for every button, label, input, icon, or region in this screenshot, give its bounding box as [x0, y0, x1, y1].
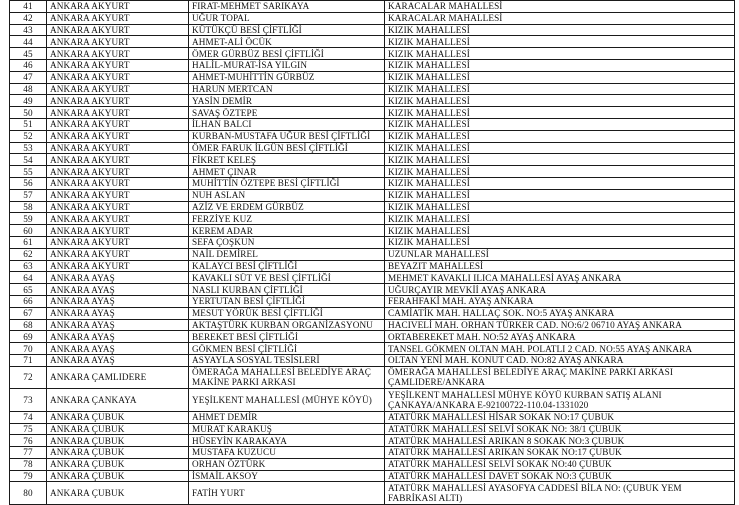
seller-name-cell: KEREM ADAR — [189, 225, 385, 237]
row-number-cell: 59 — [10, 213, 47, 225]
row-number-cell: 43 — [10, 24, 47, 36]
address-cell: KIZIK MAHALLESİ — [385, 83, 735, 95]
seller-name-cell: UĞUR TOPAL — [189, 12, 385, 24]
table-row — [10, 201, 735, 213]
province-district-cell: ANKARA AYAŞ — [47, 272, 189, 284]
province-district-cell: ANKARA AKYURT — [47, 213, 189, 225]
address-cell: ATATÜRK MAHALLESİ AYASOFYA CADDESİ BİLA NO: (ÇUBUK YEM FABRİKASI ALTI) — [385, 482, 735, 505]
table-row — [10, 107, 735, 119]
seller-name-cell: MUSTAFA KUZUCU — [189, 447, 385, 459]
address-cell: KIZIK MAHALLESİ — [385, 225, 735, 237]
province-district-cell: ANKARA ÇUBUK — [47, 423, 189, 435]
seller-name-cell: ÖMER FARUK İLGÜN BESİ ÇİFTLİĞİ — [189, 142, 385, 154]
seller-name-cell: AHMET-ALİ ÖCÜK — [189, 36, 385, 48]
row-number-cell: 66 — [10, 295, 47, 307]
province-district-cell: ANKARA ÇANKAYA — [47, 389, 189, 412]
table-row — [10, 177, 735, 189]
table-row — [10, 166, 735, 178]
province-district-cell: ANKARA AKYURT — [47, 12, 189, 24]
address-cell: KIZIK MAHALLESİ — [385, 236, 735, 248]
address-cell: KIZIK MAHALLESİ — [385, 213, 735, 225]
seller-name-cell: FATİH YURT — [189, 482, 385, 505]
address-cell: KIZIK MAHALLESİ — [385, 166, 735, 178]
row-number-cell: 48 — [10, 83, 47, 95]
row-number-cell: 44 — [10, 36, 47, 48]
seller-name-cell: ORHAN ÖZTÜRK — [189, 458, 385, 470]
address-cell: KIZIK MAHALLESİ — [385, 130, 735, 142]
seller-name-cell: KALAYCI BESİ ÇİFTLİĞİ — [189, 260, 385, 272]
address-cell: ATATÜRK MAHALLESİ DAVET SOKAK NO:3 ÇUBUK — [385, 470, 735, 482]
row-number-cell: 46 — [10, 59, 47, 71]
seller-name-cell: AKTAŞTÜRK KURBAN ORGANİZASYONU — [189, 319, 385, 331]
row-number-cell: 61 — [10, 236, 47, 248]
row-number-cell: 64 — [10, 272, 47, 284]
table-row — [10, 154, 735, 166]
row-number-cell: 75 — [10, 423, 47, 435]
seller-name-cell: MESUT YÖRÜK BESİ ÇİFTLİĞİ — [189, 307, 385, 319]
row-number-cell: 77 — [10, 447, 47, 459]
seller-name-cell: YASİN DEMİR — [189, 95, 385, 107]
row-number-cell: 73 — [10, 389, 47, 412]
seller-name-cell: NUH ASLAN — [189, 189, 385, 201]
row-number-cell: 62 — [10, 248, 47, 260]
table-row — [10, 307, 735, 319]
seller-name-cell: İLHAN BALCI — [189, 118, 385, 130]
seller-name-cell: GÖKMEN BESİ ÇİFTLİĞİ — [189, 343, 385, 355]
row-number-cell: 47 — [10, 71, 47, 83]
table-row — [10, 470, 735, 482]
province-district-cell: ANKARA AKYURT — [47, 59, 189, 71]
address-cell: KIZIK MAHALLESİ — [385, 24, 735, 36]
province-district-cell: ANKARA AKYURT — [47, 260, 189, 272]
province-district-cell: ANKARA AKYURT — [47, 24, 189, 36]
address-cell: UZUNLAR MAHALLESİ — [385, 248, 735, 260]
seller-name-cell: NAİL DEMİREL — [189, 248, 385, 260]
row-number-cell: 67 — [10, 307, 47, 319]
table-row — [10, 319, 735, 331]
table-row — [10, 354, 735, 366]
table-row — [10, 447, 735, 459]
province-district-cell: ANKARA AKYURT — [47, 201, 189, 213]
province-district-cell: ANKARA AYAŞ — [47, 331, 189, 343]
address-cell: ORTABEREKET MAH. NO:52 AYAŞ ANKARA — [385, 331, 735, 343]
address-cell: ATATÜRK MAHALLESİ ARIKAN 8 SOKAK NO:3 ÇUBUK — [385, 435, 735, 447]
table-row — [10, 236, 735, 248]
seller-name-cell: ÖMER GÜRBÜZ BESİ ÇİFTLİĞİ — [189, 48, 385, 60]
address-cell: ÖMERAĞA MAHALLESİ BELEDİYE ARAÇ MAKİNE PARKI ARKASI ÇAMLIDERE/ANKARA — [385, 366, 735, 389]
row-number-cell: 70 — [10, 343, 47, 355]
seller-name-cell: AHMET DEMİR — [189, 411, 385, 423]
table-row — [10, 331, 735, 343]
province-district-cell: ANKARA ÇUBUK — [47, 458, 189, 470]
province-district-cell: ANKARA AKYURT — [47, 48, 189, 60]
address-cell: ATATÜRK MAHALLESİ SELVİ SOKAK NO:40 ÇUBUK — [385, 458, 735, 470]
table-row — [10, 59, 735, 71]
address-cell: MEHMET KAVAKLI ILICA MAHALLESİ AYAŞ ANKARA — [385, 272, 735, 284]
table-row — [10, 142, 735, 154]
province-district-cell: ANKARA AKYURT — [47, 118, 189, 130]
address-cell: ATATÜRK MAHALLESİ SELVİ SOKAK NO: 38/1 ÇUBUK — [385, 423, 735, 435]
province-district-cell: ANKARA AKYURT — [47, 154, 189, 166]
province-district-cell: ANKARA AYAŞ — [47, 295, 189, 307]
province-district-cell: ANKARA AKYURT — [47, 142, 189, 154]
address-cell: KIZIK MAHALLESİ — [385, 95, 735, 107]
table-row — [10, 95, 735, 107]
province-district-cell: ANKARA ÇUBUK — [47, 411, 189, 423]
row-number-cell: 78 — [10, 458, 47, 470]
row-number-cell: 56 — [10, 177, 47, 189]
row-number-cell: 76 — [10, 435, 47, 447]
row-number-cell: 68 — [10, 319, 47, 331]
province-district-cell: ANKARA AKYURT — [47, 1, 189, 13]
table-row — [10, 71, 735, 83]
row-number-cell: 79 — [10, 470, 47, 482]
table-row — [10, 343, 735, 355]
seller-name-cell: NASLI KURBAN ÇİFTLİĞİ — [189, 284, 385, 296]
address-cell: KIZIK MAHALLESİ — [385, 71, 735, 83]
row-number-cell: 74 — [10, 411, 47, 423]
seller-name-cell: ÖMERAĞA MAHALLESİ BELEDİYE ARAÇ MAKİNE PARKI ARKASI — [189, 366, 385, 389]
address-cell: BEYAZIT MAHALLESİ — [385, 260, 735, 272]
table-row — [10, 272, 735, 284]
address-cell: KIZIK MAHALLESİ — [385, 201, 735, 213]
province-district-cell: ANKARA ÇUBUK — [47, 470, 189, 482]
province-district-cell: ANKARA AKYURT — [47, 248, 189, 260]
seller-name-cell: KURBAN-MUSTAFA UĞUR BESİ ÇİFTLİĞİ — [189, 130, 385, 142]
table-row — [10, 189, 735, 201]
table-row — [10, 24, 735, 36]
seller-name-cell: FİKRET KELEŞ — [189, 154, 385, 166]
seller-name-cell: AHMET-MUHİTTİN GÜRBÜZ — [189, 71, 385, 83]
province-district-cell: ANKARA AKYURT — [47, 225, 189, 237]
address-cell: KIZIK MAHALLESİ — [385, 154, 735, 166]
address-cell: KIZIK MAHALLESİ — [385, 36, 735, 48]
address-cell: KIZIK MAHALLESİ — [385, 189, 735, 201]
address-cell: KARACALAR MAHALLESİ — [385, 1, 735, 13]
table-row — [10, 458, 735, 470]
row-number-cell: 63 — [10, 260, 47, 272]
province-district-cell: ANKARA AYAŞ — [47, 307, 189, 319]
province-district-cell: ANKARA AKYURT — [47, 107, 189, 119]
row-number-cell: 72 — [10, 366, 47, 389]
seller-name-cell: FIRAT-MEHMET SARIKAYA — [189, 1, 385, 13]
address-cell: KIZIK MAHALLESİ — [385, 107, 735, 119]
table-row — [10, 284, 735, 296]
province-district-cell: ANKARA ÇUBUK — [47, 435, 189, 447]
province-district-cell: ANKARA AKYURT — [47, 166, 189, 178]
row-number-cell: 65 — [10, 284, 47, 296]
table-row — [10, 225, 735, 237]
address-cell: ATATÜRK MAHALLESİ HİSAR SOKAK NO:17 ÇUBUK — [385, 411, 735, 423]
address-cell: KIZIK MAHALLESİ — [385, 48, 735, 60]
province-district-cell: ANKARA AKYURT — [47, 36, 189, 48]
address-cell: CAMİATİK MAH. HALLAÇ SOK. NO:5 AYAŞ ANKARA — [385, 307, 735, 319]
province-district-cell: ANKARA AKYURT — [47, 83, 189, 95]
seller-name-cell: FERZİYE KUZ — [189, 213, 385, 225]
row-number-cell: 55 — [10, 166, 47, 178]
seller-name-cell: YEŞİLKENT MAHALLESİ (MÜHYE KÖYÜ) — [189, 389, 385, 412]
table-row — [10, 295, 735, 307]
row-number-cell: 57 — [10, 189, 47, 201]
row-number-cell: 51 — [10, 118, 47, 130]
table-row — [10, 389, 735, 412]
address-cell: HACIVELİ MAH. ORHAN TÜRKER CAD. NO:6/2 06710 AYAŞ ANKARA — [385, 319, 735, 331]
row-number-cell: 54 — [10, 154, 47, 166]
row-number-cell: 41 — [10, 1, 47, 13]
address-cell: FERAHFAKİ MAH. AYAŞ ANKARA — [385, 295, 735, 307]
row-number-cell: 69 — [10, 331, 47, 343]
address-cell: KARACALAR MAHALLESİ — [385, 12, 735, 24]
seller-name-cell: AZİZ VE ERDEM GÜRBÜZ — [189, 201, 385, 213]
row-number-cell: 49 — [10, 95, 47, 107]
sales-location-table — [9, 0, 735, 505]
seller-name-cell: MUHİTTİN ÖZTEPE BESİ ÇİFTLİĞİ — [189, 177, 385, 189]
seller-name-cell: AHMET ÇINAR — [189, 166, 385, 178]
seller-name-cell: HARUN MERTCAN — [189, 83, 385, 95]
address-cell: ATATÜRK MAHALLESİ ARIKAN SOKAK NO:17 ÇUBUK — [385, 447, 735, 459]
row-number-cell: 60 — [10, 225, 47, 237]
seller-name-cell: HALİL-MURAT-İSA YILGIN — [189, 59, 385, 71]
province-district-cell: ANKARA AYAŞ — [47, 354, 189, 366]
row-number-cell: 58 — [10, 201, 47, 213]
address-cell: KIZIK MAHALLESİ — [385, 59, 735, 71]
seller-name-cell: KAVAKLI SÜT VE BESİ ÇİFTLİĞİ — [189, 272, 385, 284]
address-cell: YEŞİLKENT MAHALLESİ MÜHYE KÖYÜ KURBAN SATIŞ ALANI ÇANKAYA/ANKARA E-92100722-110.04-1331020 — [385, 389, 735, 412]
province-district-cell: ANKARA AKYURT — [47, 189, 189, 201]
row-number-cell: 80 — [10, 482, 47, 505]
row-number-cell: 52 — [10, 130, 47, 142]
seller-name-cell: YERTUTAN BESİ ÇİFTLİĞİ — [189, 295, 385, 307]
seller-name-cell: KÜTÜKÇÜ BESİ ÇİFTLİĞİ — [189, 24, 385, 36]
seller-name-cell: BEREKET BESİ ÇİFTLİĞİ — [189, 331, 385, 343]
address-cell: KIZIK MAHALLESİ — [385, 142, 735, 154]
table-row — [10, 12, 735, 24]
table-row — [10, 118, 735, 130]
province-district-cell: ANKARA AKYURT — [47, 177, 189, 189]
table-row — [10, 482, 735, 505]
table-row — [10, 423, 735, 435]
seller-name-cell: İSMAİL AKSOY — [189, 470, 385, 482]
address-cell: UĞURÇAYIR MEVKİİ AYAŞ ANKARA — [385, 284, 735, 296]
table-row — [10, 248, 735, 260]
seller-name-cell: SAVAŞ ÖZTEPE — [189, 107, 385, 119]
seller-name-cell: HÜSEYİN KARAKAYA — [189, 435, 385, 447]
row-number-cell: 45 — [10, 48, 47, 60]
table-row — [10, 260, 735, 272]
table-body — [10, 1, 735, 505]
province-district-cell: ANKARA AYAŞ — [47, 319, 189, 331]
province-district-cell: ANKARA AKYURT — [47, 95, 189, 107]
table-row — [10, 435, 735, 447]
row-number-cell: 42 — [10, 12, 47, 24]
seller-name-cell: MURAT KARAKUŞ — [189, 423, 385, 435]
table-row — [10, 1, 735, 13]
row-number-cell: 50 — [10, 107, 47, 119]
province-district-cell: ANKARA AYAŞ — [47, 343, 189, 355]
address-cell: KIZIK MAHALLESİ — [385, 118, 735, 130]
province-district-cell: ANKARA ÇUBUK — [47, 447, 189, 459]
table-row — [10, 366, 735, 389]
table-row — [10, 36, 735, 48]
table-row — [10, 83, 735, 95]
row-number-cell: 71 — [10, 354, 47, 366]
table-row — [10, 411, 735, 423]
province-district-cell: ANKARA AKYURT — [47, 71, 189, 83]
province-district-cell: ANKARA ÇAMLIDERE — [47, 366, 189, 389]
seller-name-cell: SEFA ÇOŞKUN — [189, 236, 385, 248]
province-district-cell: ANKARA ÇUBUK — [47, 482, 189, 505]
table-row — [10, 130, 735, 142]
address-cell: OLTAN YENİ MAH. KONUT CAD. NO:82 AYAŞ ANKARA — [385, 354, 735, 366]
province-district-cell: ANKARA AKYURT — [47, 130, 189, 142]
table-row — [10, 213, 735, 225]
seller-name-cell: ASYAYLA SOSYAL TESİSLERİ — [189, 354, 385, 366]
province-district-cell: ANKARA AKYURT — [47, 236, 189, 248]
address-cell: TANSEL GÖKMEN OLTAN MAH. POLATLI 2 CAD. NO:55 AYAŞ ANKARA — [385, 343, 735, 355]
table-row — [10, 48, 735, 60]
row-number-cell: 53 — [10, 142, 47, 154]
address-cell: KIZIK MAHALLESİ — [385, 177, 735, 189]
province-district-cell: ANKARA AYAŞ — [47, 284, 189, 296]
